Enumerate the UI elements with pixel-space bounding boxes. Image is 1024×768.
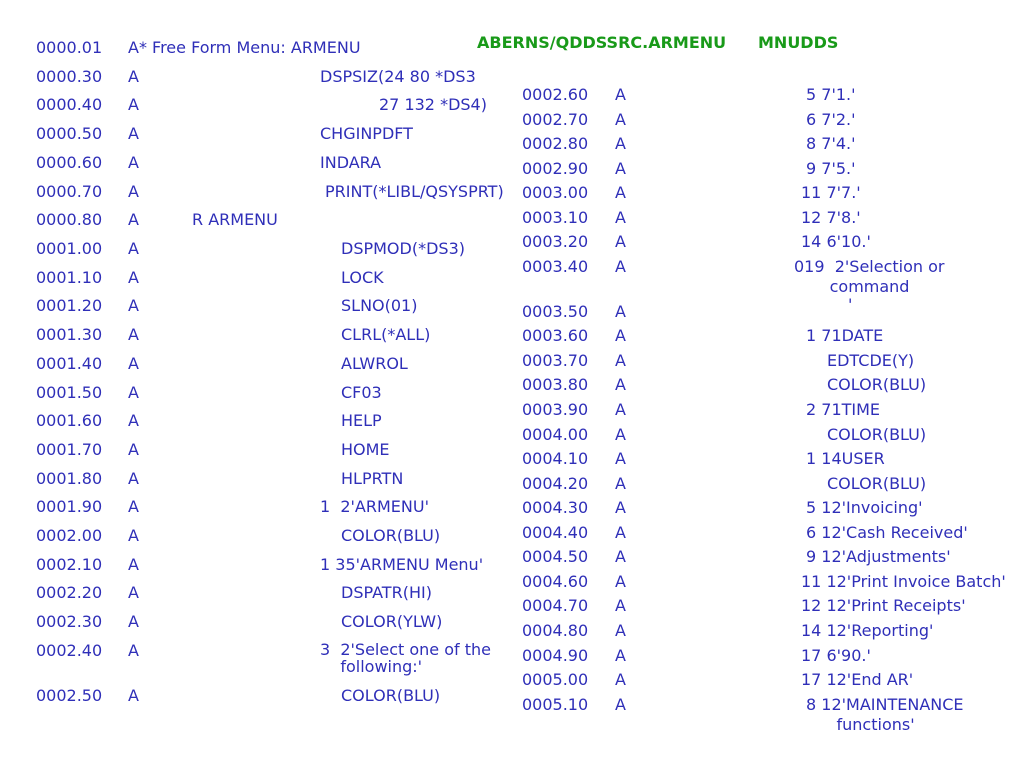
sequence-number: 0002.30	[36, 612, 103, 631]
spec-type: A	[615, 547, 626, 566]
spec-type: A	[615, 208, 626, 227]
source-text: 5 7'1.'	[806, 85, 856, 104]
sequence-number: 0000.80	[36, 210, 103, 229]
source-text: R ARMENU	[192, 210, 278, 229]
spec-type: A	[128, 383, 139, 402]
sequence-number: 0001.70	[36, 440, 103, 459]
sequence-number: 0001.30	[36, 325, 103, 344]
source-text: 019 2'Selection or command	[794, 257, 945, 296]
spec-type: A	[615, 302, 626, 321]
member-type: MNUDDS	[758, 33, 839, 52]
sequence-number: 0004.00	[522, 425, 589, 444]
source-text: 6 12'Cash Received'	[806, 523, 968, 542]
sequence-number: 0002.90	[522, 159, 589, 178]
spec-type: A	[615, 646, 626, 665]
source-text: INDARA	[320, 153, 382, 172]
source-text: 17 12'End AR'	[801, 670, 914, 689]
source-text: 6 7'2.'	[806, 110, 856, 129]
sequence-number: 0001.00	[36, 239, 103, 258]
spec-type: A	[615, 400, 626, 419]
source-text: CLRL(*ALL)	[341, 325, 431, 344]
spec-type: A	[128, 555, 139, 574]
sequence-number: 0002.50	[36, 686, 103, 705]
sequence-number: 0004.30	[522, 498, 589, 517]
source-text: 8 12'MAINTENANCE functions'	[806, 695, 964, 734]
source-text: 14 6'10.'	[801, 232, 871, 251]
sequence-number: 0003.10	[522, 208, 589, 227]
spec-type: A	[128, 182, 139, 201]
spec-type: A	[128, 239, 139, 258]
sequence-number: 0004.50	[522, 547, 589, 566]
spec-type: A	[128, 354, 139, 373]
source-text: 11 12'Print Invoice Batch'	[801, 572, 1006, 591]
spec-type: A	[128, 497, 139, 516]
sequence-number: 0003.90	[522, 400, 589, 419]
sequence-number: 0002.70	[522, 110, 589, 129]
spec-type: A	[615, 85, 626, 104]
sequence-number: 0000.30	[36, 67, 103, 86]
source-text: COLOR(BLU)	[827, 474, 927, 493]
spec-type: A	[128, 153, 139, 172]
source-text: 3 2'Select one of the following:'	[320, 640, 491, 676]
source-text: 1 35'ARMENU Menu'	[320, 555, 484, 574]
sequence-number: 0001.80	[36, 469, 103, 488]
spec-type: A	[128, 325, 139, 344]
source-text: 14 12'Reporting'	[801, 621, 934, 640]
sequence-number: 0005.00	[522, 670, 589, 689]
source-text: COLOR(BLU)	[341, 686, 441, 705]
spec-type: A	[128, 411, 139, 430]
spec-type: A	[128, 67, 139, 86]
spec-type: A	[128, 469, 139, 488]
spec-type: A	[615, 134, 626, 153]
member-name: ABERNS/QDDSSRC.ARMENU	[477, 33, 727, 52]
source-text: 5 12'Invoicing'	[806, 498, 923, 517]
sequence-number: 0003.00	[522, 183, 589, 202]
source-text: COLOR(BLU)	[827, 375, 927, 394]
spec-type: A	[615, 596, 626, 615]
sequence-number: 0002.20	[36, 583, 103, 602]
source-text: COLOR(BLU)	[827, 425, 927, 444]
sequence-number: 0004.80	[522, 621, 589, 640]
sequence-number: 0003.60	[522, 326, 589, 345]
spec-type: A	[128, 95, 139, 114]
spec-type: A	[615, 183, 626, 202]
sequence-number: 0001.20	[36, 296, 103, 315]
spec-type: A	[615, 257, 626, 276]
sequence-number: 0001.40	[36, 354, 103, 373]
source-text: HOME	[341, 440, 390, 459]
spec-type: A	[128, 124, 139, 143]
source-text: 1 2'ARMENU'	[320, 497, 429, 516]
spec-type: A	[128, 268, 139, 287]
source-text: 27 132 *DS4)	[379, 95, 487, 114]
spec-type: A	[615, 670, 626, 689]
spec-type: A* Free Form Menu: ARMENU	[128, 38, 361, 57]
spec-type: A	[615, 572, 626, 591]
spec-type: A	[128, 686, 139, 705]
source-text: 11 7'7.'	[801, 183, 861, 202]
spec-type: A	[128, 526, 139, 545]
source-text: CF03	[341, 383, 382, 402]
source-text: LOCK	[341, 268, 384, 287]
sequence-number: 0000.50	[36, 124, 103, 143]
spec-type: A	[615, 523, 626, 542]
source-text: 1 14USER	[806, 449, 885, 468]
spec-type: A	[615, 232, 626, 251]
source-text: 12 7'8.'	[801, 208, 861, 227]
spec-type: A	[128, 440, 139, 459]
sequence-number: 0001.90	[36, 497, 103, 516]
source-text: COLOR(YLW)	[341, 612, 443, 631]
source-text: ALWROL	[341, 354, 408, 373]
sequence-number: 0004.40	[522, 523, 589, 542]
sequence-number: 0000.01	[36, 38, 103, 57]
source-text: SLNO(01)	[341, 296, 418, 315]
source-text: 8 7'4.'	[806, 134, 856, 153]
sequence-number: 0004.70	[522, 596, 589, 615]
source-text: HELP	[341, 411, 382, 430]
source-text: DSPMOD(*DS3)	[341, 239, 465, 258]
spec-type: A	[615, 621, 626, 640]
source-text: COLOR(BLU)	[341, 526, 441, 545]
sequence-number: 0002.40	[36, 641, 103, 660]
source-text: HLPRTN	[341, 469, 404, 488]
sequence-number: 0004.60	[522, 572, 589, 591]
spec-type: A	[615, 375, 626, 394]
source-text: 9 7'5.'	[806, 159, 856, 178]
sequence-number: 0003.50	[522, 302, 589, 321]
source-text: 1 71DATE	[806, 326, 884, 345]
source-text: 2 71TIME	[806, 400, 881, 419]
source-text: 17 6'90.'	[801, 646, 871, 665]
sequence-number: 0003.20	[522, 232, 589, 251]
sequence-number: 0002.80	[522, 134, 589, 153]
source-text: EDTCDE(Y)	[827, 351, 915, 370]
spec-type: A	[128, 583, 139, 602]
sequence-number: 0003.40	[522, 257, 589, 276]
sequence-number: 0000.70	[36, 182, 103, 201]
spec-type: A	[615, 449, 626, 468]
sequence-number: 0001.50	[36, 383, 103, 402]
sequence-number: 0003.70	[522, 351, 589, 370]
spec-type: A	[615, 474, 626, 493]
spec-type: A	[615, 351, 626, 370]
source-text: DSPATR(HI)	[341, 583, 432, 602]
spec-type: A	[615, 695, 626, 714]
spec-type: A	[128, 612, 139, 631]
source-text: '	[848, 295, 853, 314]
spec-type: A	[615, 159, 626, 178]
sequence-number: 0002.00	[36, 526, 103, 545]
sequence-number: 0002.60	[522, 85, 589, 104]
sequence-number: 0004.90	[522, 646, 589, 665]
sequence-number: 0003.80	[522, 375, 589, 394]
spec-type: A	[128, 210, 139, 229]
sequence-number: 0000.40	[36, 95, 103, 114]
source-text: 12 12'Print Receipts'	[801, 596, 966, 615]
sequence-number: 0002.10	[36, 555, 103, 574]
source-text: PRINT(*LIBL/QSYSPRT)	[325, 182, 504, 201]
source-text: DSPSIZ(24 80 *DS3	[320, 67, 476, 86]
spec-type: A	[128, 296, 139, 315]
spec-type: A	[615, 498, 626, 517]
spec-type: A	[615, 326, 626, 345]
sequence-number: 0000.60	[36, 153, 103, 172]
sequence-number: 0004.10	[522, 449, 589, 468]
spec-type: A	[615, 110, 626, 129]
source-text: 9 12'Adjustments'	[806, 547, 951, 566]
sequence-number: 0005.10	[522, 695, 589, 714]
spec-type: A	[615, 425, 626, 444]
sequence-number: 0001.60	[36, 411, 103, 430]
source-text: CHGINPDFT	[320, 124, 413, 143]
sequence-number: 0004.20	[522, 474, 589, 493]
sequence-number: 0001.10	[36, 268, 103, 287]
spec-type: A	[128, 641, 139, 660]
